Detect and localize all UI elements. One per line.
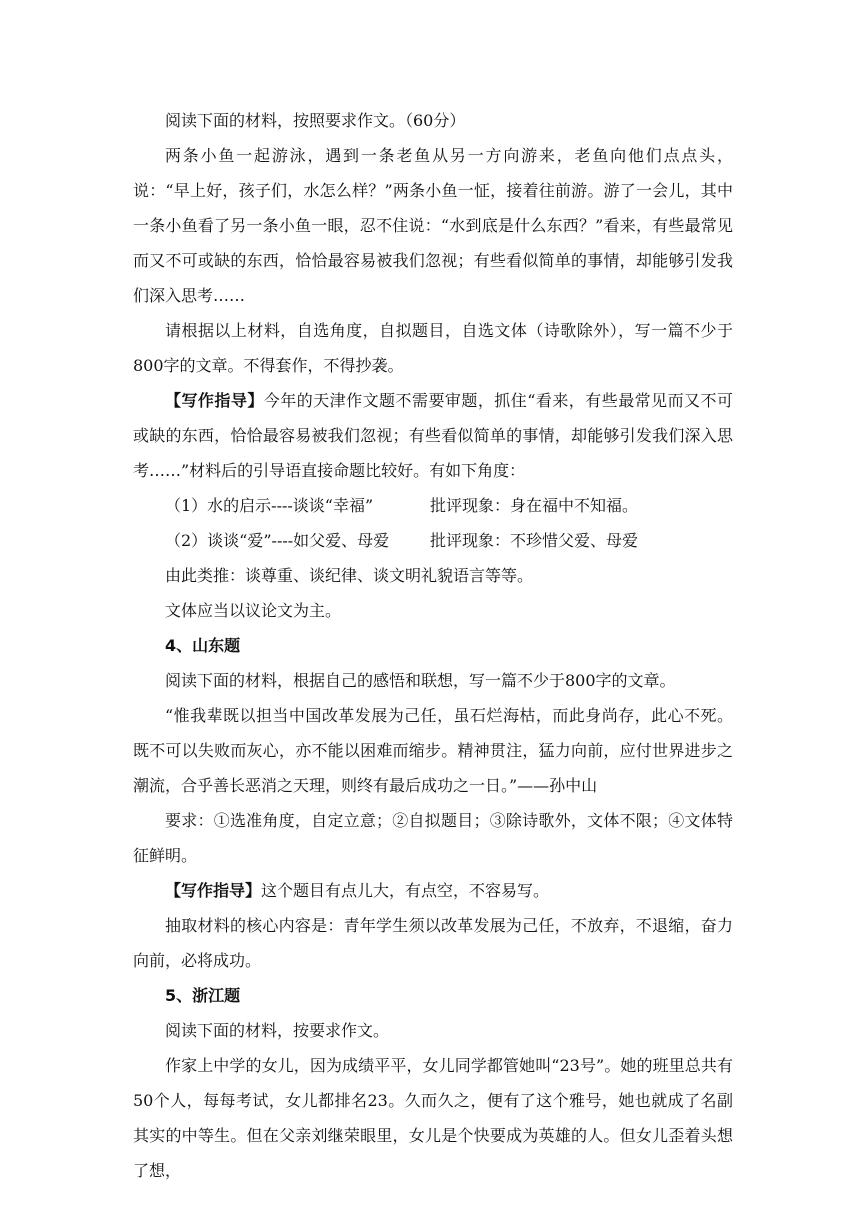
prompt-instruction-shandong: 阅读下面的材料，根据自己的感悟和联想，写一篇不少于800字的文章。 (165, 671, 676, 690)
section-heading-shandong: 4、山东题 (165, 636, 241, 655)
material-paragraph-number-23: 作家上中学的女儿，因为成绩平平，女儿同学都管她叫“23号”。她的班里总共有50个人，每每考试，女儿都排名23。久而久之，便有了这个雅号，她也就成了名副其实的中等生。但在父亲刘继荣眼里，女儿是个快要成为英雄的人。但女儿歪着头想了想， (133, 1056, 733, 1180)
writing-requirement-tianjin: 请根据以上材料，自选角度，自拟题目，自选文体（诗歌除外），写一篇不少于800字的文章。不得套作，不得抄袭。 (133, 321, 733, 375)
writing-requirement-shandong: 要求：①选准角度，自定立意；②自拟题目；③除诗歌外，文体不限；④文体特征鲜明。 (133, 811, 733, 865)
writing-guide-tianjin (133, 383, 733, 488)
writing-guide-text: 这个题目有点儿大，有点空，不容易写。 (261, 881, 550, 900)
writing-guide-tag: 【写作指导】 (165, 391, 264, 410)
angle-1-critique: 批评现象：身在福中不知福。 (430, 496, 639, 515)
prompt-instruction-tianjin: 阅读下面的材料，按照要求作文。（60分） (165, 111, 466, 130)
core-content-paragraph: 抽取材料的核心内容是：青年学生须以改革发展为己任，不放弃，不退缩，奋力向前，必将成功。 (133, 916, 733, 970)
material-quote-sun-yatsen: “惟我辈既以担当中国改革发展为己任，虽石烂海枯，而此身尚存，此心不死。既不可以失败而灰心，亦不能以困难而缩步。精神贯注，猛力向前，应付世界进步之潮流，合乎善长恶消之天理，则终有最后成功之一日。”——孙中山 (133, 706, 733, 795)
document-body (133, 103, 733, 1188)
writing-guide-text: 今年的天津作文题不需要审题，抓住“看来，有些最常见而又不可或缺的东西，恰恰最容易被我们忽视；有些看似简单的事情，却能够引发我们深入思考……”材料后的引导语直接命题比较好。有如下角度： (133, 391, 733, 480)
analogy-paragraph: 由此类推：谈尊重、谈纪律、谈文明礼貌语言等等。 (165, 566, 534, 585)
material-paragraph-fish: 两条小鱼一起游泳，遇到一条老鱼从另一方向游来，老鱼向他们点点头，说：“早上好，孩子们，水怎么样？”两条小鱼一怔，接着往前游。游了一会儿，其中一条小鱼看了另一条小鱼一眼，忍不住说：“水到底是什么东西？”看来，有些最常见而又不可或缺的东西，恰恰最容易被我们忽视；有些看似简单的事情，却能够引发我们深入思考…… (133, 146, 733, 305)
genre-paragraph: 文体应当以议论文为主。 (165, 601, 342, 620)
angle-row-1 (133, 488, 733, 523)
section-heading-zhejiang: 5、浙江题 (165, 986, 241, 1005)
angle-row-2 (133, 523, 733, 558)
angle-2-topic: （2）谈谈“爱”----如父爱、母爱 (165, 531, 390, 550)
writing-guide-shandong (133, 873, 733, 908)
angle-2-critique: 批评现象：不珍惜父爱、母爱 (430, 531, 639, 550)
writing-guide-tag: 【写作指导】 (165, 881, 262, 900)
prompt-instruction-zhejiang: 阅读下面的材料，按要求作文。 (165, 1021, 390, 1040)
angle-1-topic: （1）水的启示----谈谈“幸福” (165, 496, 374, 515)
